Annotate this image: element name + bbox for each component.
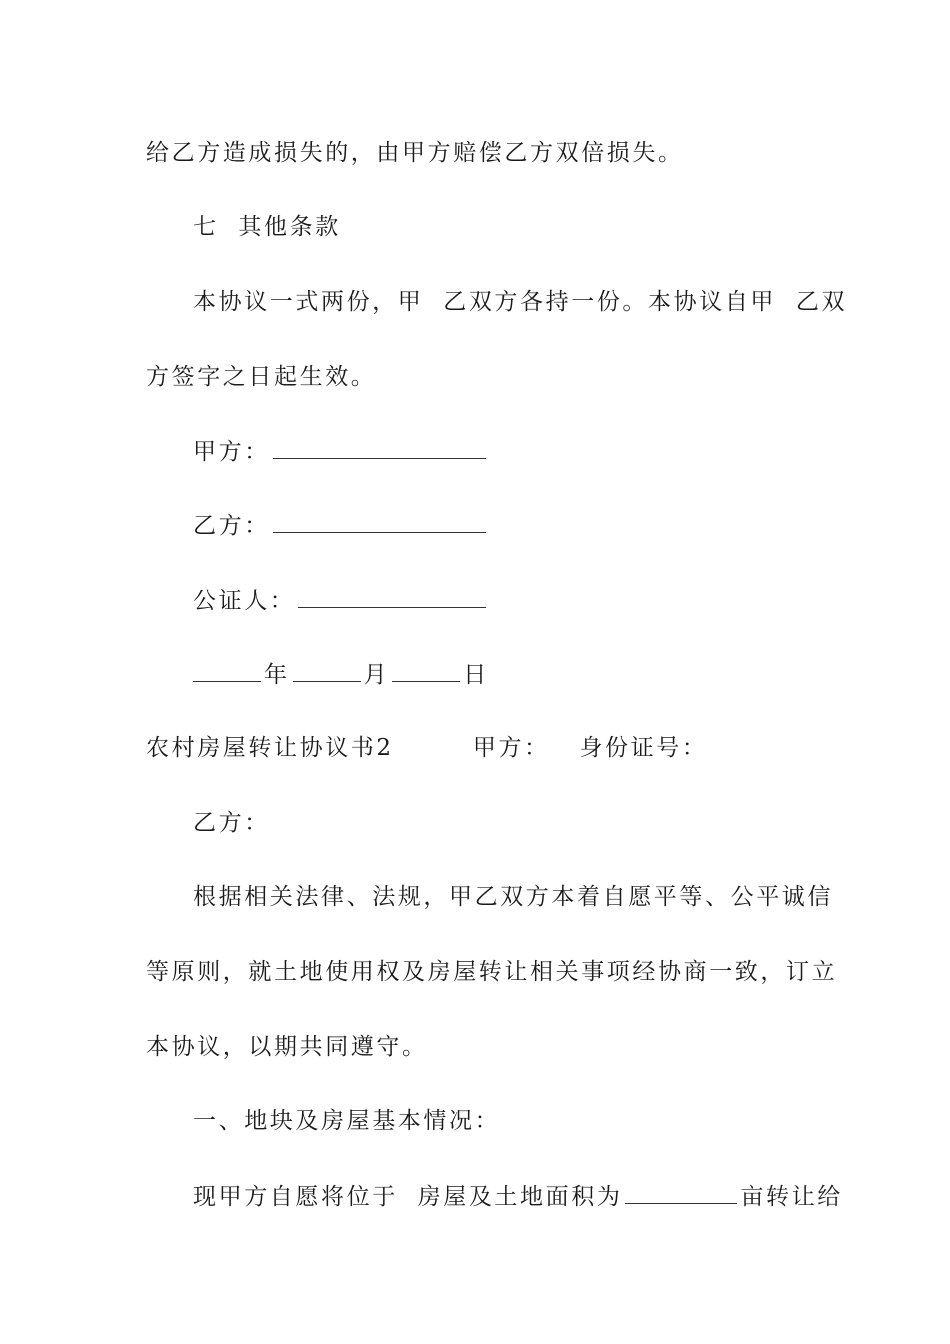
signature-notary-blank bbox=[298, 585, 486, 608]
signature-party-b-blank bbox=[273, 510, 486, 533]
signature-party-a bbox=[193, 436, 489, 467]
paragraph-copies-line2: 方签字之日起生效。 bbox=[146, 364, 377, 390]
date-month-label: 月 bbox=[363, 662, 390, 688]
section-heading-other-terms: 七 其他条款 bbox=[193, 214, 341, 240]
signature-notary-label: 公证人： bbox=[193, 588, 296, 614]
date-line bbox=[193, 659, 489, 690]
paragraph-transfer-post: 亩转让给 bbox=[740, 1184, 843, 1210]
paragraph-compensation: 给乙方造成损失的，由甲方赔偿乙方双倍损失。 bbox=[146, 140, 684, 166]
signature-party-a-label: 甲方： bbox=[193, 439, 270, 465]
agreement-2-party-b: 乙方： bbox=[193, 810, 270, 836]
signature-notary bbox=[193, 585, 489, 616]
paragraph-copies-line1: 本协议一式两份，甲 乙双方各持一份。本协议自甲 乙双 bbox=[193, 289, 848, 315]
section-heading-land-house: 一、地块及房屋基本情况： bbox=[193, 1108, 501, 1134]
signature-party-a-blank bbox=[273, 436, 486, 459]
area-blank bbox=[625, 1181, 737, 1204]
date-day-label: 日 bbox=[463, 662, 489, 688]
date-year-blank bbox=[193, 659, 261, 682]
date-year-label: 年 bbox=[264, 662, 290, 688]
paragraph-transfer bbox=[193, 1181, 843, 1212]
date-month-blank bbox=[293, 659, 361, 682]
signature-party-b bbox=[193, 510, 489, 541]
agreement-2-title-line: 农村房屋转让协议书2 甲方： 身份证号： bbox=[146, 735, 708, 761]
paragraph-basis-line3: 本协议，以期共同遵守。 bbox=[146, 1034, 428, 1060]
paragraph-transfer-pre: 现甲方自愿将位于 房屋及土地面积为 bbox=[193, 1184, 623, 1210]
paragraph-basis-line1: 根据相关法律、法规，甲乙双方本着自愿平等、公平诚信 bbox=[193, 884, 833, 910]
date-day-blank bbox=[392, 659, 460, 682]
paragraph-basis-line2: 等原则，就土地使用权及房屋转让相关事项经协商一致，订立 bbox=[146, 959, 838, 985]
signature-party-b-label: 乙方： bbox=[193, 513, 270, 539]
